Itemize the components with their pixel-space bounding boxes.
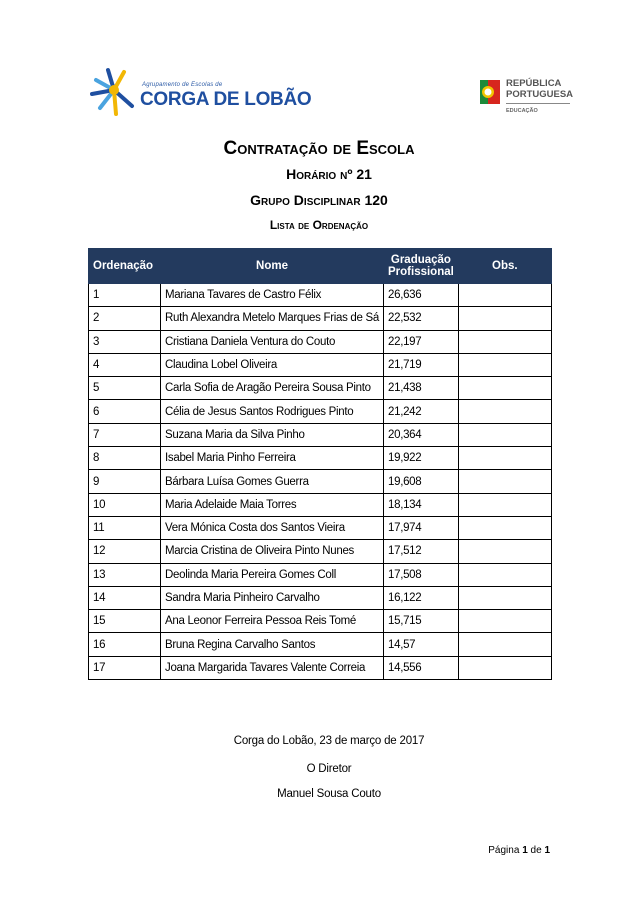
cell-graduacao: 19,922 xyxy=(384,447,459,470)
list-heading: Lista de Ordenação xyxy=(269,218,369,232)
cell-graduacao: 21,719 xyxy=(384,353,459,376)
page-word: Página xyxy=(488,845,520,856)
cell-graduacao: 14,556 xyxy=(384,656,459,679)
cell-nome: Sandra Maria Pinheiro Carvalho xyxy=(161,586,384,609)
page-of-word: de xyxy=(530,845,542,856)
cell-ordenacao: 16 xyxy=(89,633,161,656)
table-row xyxy=(89,400,552,423)
cell-graduacao: 17,974 xyxy=(384,516,459,539)
school-logo xyxy=(88,62,312,120)
table-row xyxy=(89,330,552,353)
schedule-number: Horário nº 21 xyxy=(286,166,372,182)
cell-graduacao: 17,512 xyxy=(384,540,459,563)
cell-nome: Deolinda Maria Pereira Gomes Coll xyxy=(161,563,384,586)
cell-nome: Joana Margarida Tavares Valente Correia xyxy=(161,656,384,679)
signatory-name: Manuel Sousa Couto xyxy=(277,788,381,800)
cell-nome: Cristiana Daniela Ventura do Couto xyxy=(161,330,384,353)
page-number xyxy=(488,845,550,856)
cell-obs xyxy=(458,493,551,516)
cell-ordenacao: 5 xyxy=(89,377,161,400)
table-row xyxy=(89,493,552,516)
cell-graduacao: 19,608 xyxy=(384,470,459,493)
cell-nome: Vera Mónica Costa dos Santos Vieira xyxy=(161,516,384,539)
ranking-table xyxy=(88,248,552,680)
cell-ordenacao: 15 xyxy=(89,610,161,633)
cell-ordenacao: 11 xyxy=(89,516,161,539)
cell-obs xyxy=(458,353,551,376)
cell-obs xyxy=(458,656,551,679)
cell-ordenacao: 3 xyxy=(89,330,161,353)
cell-graduacao: 14,57 xyxy=(384,633,459,656)
cell-ordenacao: 13 xyxy=(89,563,161,586)
cell-nome: Suzana Maria da Silva Pinho xyxy=(161,423,384,446)
cell-graduacao: 26,636 xyxy=(384,284,459,307)
table-row xyxy=(89,516,552,539)
cell-nome: Célia de Jesus Santos Rodrigues Pinto xyxy=(161,400,384,423)
government-logo-line2: PORTUGUESA xyxy=(506,89,574,100)
page-total: 1 xyxy=(544,845,550,856)
cell-ordenacao: 14 xyxy=(89,586,161,609)
cell-nome: Mariana Tavares de Castro Félix xyxy=(161,284,384,307)
discipline-group: Grupo Disciplinar 120 xyxy=(250,192,388,208)
table-row xyxy=(89,284,552,307)
table-row xyxy=(89,447,552,470)
column-header-graduacao: Graduação Profissional xyxy=(384,249,459,284)
table-row xyxy=(89,586,552,609)
cell-obs xyxy=(458,563,551,586)
table-row xyxy=(89,353,552,376)
table-row xyxy=(89,633,552,656)
cell-graduacao: 22,197 xyxy=(384,330,459,353)
cell-graduacao: 21,438 xyxy=(384,377,459,400)
cell-obs xyxy=(458,633,551,656)
cell-nome: Ana Leonor Ferreira Pessoa Reis Tomé xyxy=(161,610,384,633)
cell-nome: Isabel Maria Pinho Ferreira xyxy=(161,447,384,470)
cell-obs xyxy=(458,610,551,633)
cell-nome: Bruna Regina Carvalho Santos xyxy=(161,633,384,656)
cell-ordenacao: 2 xyxy=(89,307,161,330)
cell-graduacao: 20,364 xyxy=(384,423,459,446)
cell-graduacao: 22,532 xyxy=(384,307,459,330)
cell-obs xyxy=(458,423,551,446)
republic-emblem-icon xyxy=(480,78,502,108)
government-logo-ministry: EDUCAÇÃO xyxy=(506,108,538,114)
table-row xyxy=(89,423,552,446)
table-row xyxy=(89,307,552,330)
column-header-nome: Nome xyxy=(161,249,384,284)
cell-graduacao: 15,715 xyxy=(384,610,459,633)
cell-obs xyxy=(458,307,551,330)
cell-obs xyxy=(458,516,551,539)
cell-nome: Ruth Alexandra Metelo Marques Frias de Sá xyxy=(161,307,384,330)
government-logo-rule xyxy=(506,103,570,104)
government-logo-line1: REPÚBLICA xyxy=(506,78,562,89)
table-row xyxy=(89,377,552,400)
cell-graduacao: 18,134 xyxy=(384,493,459,516)
cell-obs xyxy=(458,470,551,493)
cell-ordenacao: 10 xyxy=(89,493,161,516)
sunburst-icon xyxy=(88,62,148,120)
cell-graduacao: 21,242 xyxy=(384,400,459,423)
table-row xyxy=(89,540,552,563)
school-logo-subtitle: Agrupamento de Escolas de xyxy=(142,82,223,88)
table-row xyxy=(89,656,552,679)
cell-obs xyxy=(458,330,551,353)
table-row xyxy=(89,470,552,493)
cell-graduacao: 16,122 xyxy=(384,586,459,609)
cell-obs xyxy=(458,447,551,470)
cell-graduacao: 17,508 xyxy=(384,563,459,586)
school-logo-name: CORGA DE LOBÃO xyxy=(140,89,312,110)
table-row xyxy=(89,610,552,633)
cell-ordenacao: 7 xyxy=(89,423,161,446)
cell-ordenacao: 12 xyxy=(89,540,161,563)
cell-nome: Maria Adelaide Maia Torres xyxy=(161,493,384,516)
cell-obs xyxy=(458,284,551,307)
cell-ordenacao: 6 xyxy=(89,400,161,423)
cell-ordenacao: 1 xyxy=(89,284,161,307)
cell-nome: Claudina Lobel Oliveira xyxy=(161,353,384,376)
cell-obs xyxy=(458,586,551,609)
column-header-obs: Obs. xyxy=(458,249,551,284)
signatory-role: O Diretor xyxy=(306,763,352,775)
cell-obs xyxy=(458,540,551,563)
table-header-row xyxy=(89,249,552,284)
government-logo xyxy=(480,78,580,120)
cell-nome: Marcia Cristina de Oliveira Pinto Nunes xyxy=(161,540,384,563)
cell-nome: Carla Sofia de Aragão Pereira Sousa Pinto xyxy=(161,377,384,400)
cell-ordenacao: 9 xyxy=(89,470,161,493)
cell-obs xyxy=(458,377,551,400)
cell-obs xyxy=(458,400,551,423)
place-and-date: Corga do Lobão, 23 de março de 2017 xyxy=(233,735,425,747)
cell-ordenacao: 8 xyxy=(89,447,161,470)
cell-ordenacao: 17 xyxy=(89,656,161,679)
document-title: Contratação de Escola xyxy=(223,138,415,159)
column-header-ordenacao: Ordenação xyxy=(89,249,161,284)
table-row xyxy=(89,563,552,586)
cell-ordenacao: 4 xyxy=(89,353,161,376)
page-current: 1 xyxy=(522,845,528,856)
cell-nome: Bárbara Luísa Gomes Guerra xyxy=(161,470,384,493)
